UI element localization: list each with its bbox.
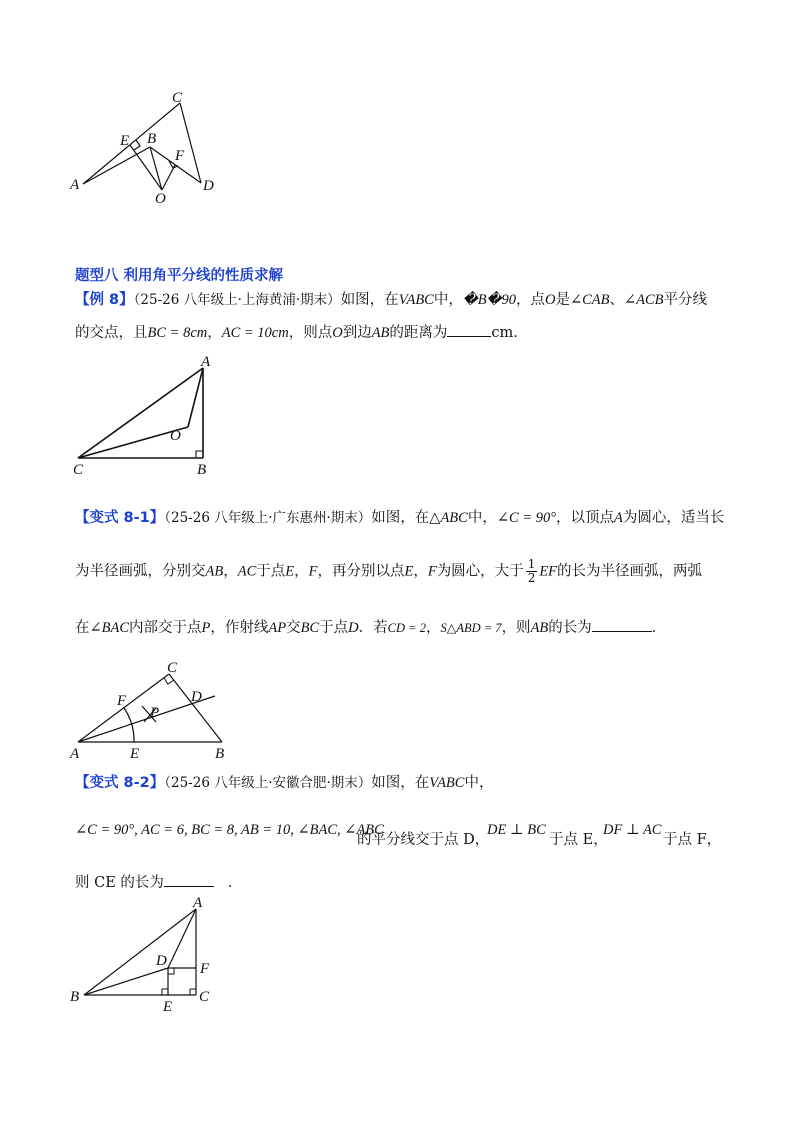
- ex8-text: ，则点: [288, 325, 333, 341]
- v81-point-d: D: [348, 620, 359, 636]
- v82-text: ．: [227, 875, 243, 891]
- v82-text: 于点 F，: [663, 832, 722, 848]
- v81-text: 在: [75, 620, 90, 636]
- v81-ab: AB: [205, 563, 224, 580]
- v82-de: DE ⊥ BC: [487, 822, 546, 838]
- label-c: C: [172, 90, 183, 106]
- v82-line-3: [75, 872, 242, 893]
- v81-angle-c: ∠C = 90°: [496, 510, 556, 526]
- v81-point-f: F: [427, 563, 437, 580]
- v81-text: ．: [651, 620, 667, 636]
- ex8-angle-cab: ∠CAB: [569, 292, 610, 308]
- ex8-text: ，: [207, 325, 222, 341]
- v82-text: 中，: [464, 775, 494, 791]
- v81-point-e: E: [404, 563, 414, 580]
- label-a: A: [193, 895, 203, 911]
- v81-text: 如图，在: [371, 510, 430, 526]
- v81-tag: 【变式 8-1】: [75, 510, 165, 526]
- v81-text: 为半径画弧，分别交: [75, 563, 206, 580]
- v81-ab: AB: [530, 620, 549, 636]
- v81-text: ，作射线: [210, 620, 269, 636]
- segment-ad: [168, 909, 196, 968]
- label-e: E: [130, 746, 140, 762]
- segment-ba: [84, 909, 196, 995]
- v81-text: ，以顶点: [556, 510, 614, 526]
- v81-text: 中，: [467, 510, 497, 526]
- figure-v81-construction: [68, 660, 238, 765]
- v82-line-1: [75, 773, 493, 793]
- v81-answer-blank[interactable]: [592, 617, 652, 632]
- v81-ap: AP: [268, 620, 287, 636]
- label-p: P: [150, 705, 160, 721]
- right-angle-d: [168, 968, 174, 974]
- ex8-unit: cm: [491, 325, 514, 341]
- ex8-text: 、: [609, 292, 624, 308]
- v81-text: 于点: [256, 563, 286, 580]
- v82-tag: 【变式 8-2】: [75, 775, 165, 791]
- v82-triangle: VABC: [429, 775, 465, 791]
- ex8-triangle: VABC: [398, 292, 434, 308]
- label-f: F: [117, 693, 127, 709]
- v81-text: ．若: [358, 620, 388, 636]
- ex8-angle-acb: ∠ACB: [623, 292, 664, 308]
- ex8-line-2: [75, 322, 528, 343]
- v81-area: S△ABD = 7: [440, 621, 502, 635]
- ex8-point-o: O: [544, 292, 556, 308]
- v82-line-2: [75, 820, 722, 848]
- ex8-ac: AC = 10cm: [221, 325, 289, 341]
- label-f: F: [200, 961, 210, 977]
- ex8-point-o: O: [332, 325, 343, 341]
- ex8-text: 的距离为: [389, 325, 448, 341]
- v81-point-e: E: [285, 563, 295, 580]
- v81-frac-num: 1: [527, 557, 536, 571]
- label-e: E: [120, 133, 130, 149]
- ex8-text: 的交点，且: [75, 325, 148, 341]
- label-b: B: [215, 746, 225, 762]
- ex8-source: （25-26 八年级上·上海黄浦·期末）: [133, 292, 341, 308]
- ex8-tag: 【例 8】: [75, 292, 134, 308]
- label-c: C: [73, 462, 84, 478]
- label-d: D: [156, 953, 167, 969]
- v81-text: 的长为: [548, 620, 592, 636]
- ex8-text: 到边: [342, 325, 372, 341]
- v81-line-1: [75, 508, 724, 528]
- v81-text: 交: [286, 620, 301, 636]
- label-a: A: [70, 746, 80, 762]
- v81-text: 为圆心，大于: [436, 563, 524, 580]
- v81-fraction: [526, 558, 538, 585]
- v81-point-f: F: [308, 563, 318, 580]
- v81-text: 为圆心，适当长: [622, 510, 725, 526]
- v81-cd: CD = 2: [387, 621, 426, 635]
- ex8-bc: BC = 8cm: [147, 325, 208, 341]
- label-a: A: [201, 354, 211, 370]
- v81-point-a: A: [614, 510, 623, 526]
- label-a: A: [70, 177, 80, 193]
- v81-point-p: P: [201, 620, 211, 636]
- v82-answer-blank[interactable]: [164, 872, 214, 887]
- right-angle-c: [190, 989, 196, 995]
- v81-text: 内部交于点: [129, 620, 202, 636]
- segment-bd: [84, 968, 168, 995]
- v82-source: （25-26 八年级上·安徽合肥·期末）: [164, 775, 372, 791]
- right-angle-b: [196, 451, 203, 458]
- v81-ef: EF: [539, 563, 558, 580]
- ex8-text: 是: [555, 292, 570, 308]
- v81-triangle: △ABC: [429, 510, 468, 526]
- label-c: C: [199, 989, 210, 1005]
- v81-text: ，: [413, 563, 428, 580]
- v81-frac-den: 2: [527, 571, 536, 585]
- v81-text: ，则: [501, 620, 531, 636]
- figure-ex8-triangle: [70, 350, 220, 480]
- v81-text: 于点: [319, 620, 349, 636]
- label-b: B: [70, 989, 80, 1005]
- label-f: F: [175, 148, 185, 164]
- label-c: C: [167, 660, 178, 676]
- ex8-line-1: [75, 290, 707, 310]
- v81-source: （25-26 八年级上·广东惠州·期末）: [164, 510, 372, 526]
- segment-ab: [83, 147, 150, 184]
- ex8-text: ，点: [515, 292, 545, 308]
- v81-text: ，: [223, 563, 238, 580]
- ex8-text: 如图，在: [340, 292, 399, 308]
- ex8-ab: AB: [371, 325, 390, 341]
- segment-ca: [78, 368, 203, 458]
- v81-line-3: [75, 617, 666, 638]
- figure-quadrilateral: [60, 90, 230, 210]
- v81-line-2: [75, 558, 702, 585]
- ex8-answer-blank[interactable]: [447, 322, 491, 337]
- segment-ac: [83, 103, 180, 184]
- label-e: E: [163, 999, 173, 1015]
- v82-df: DF ⊥ AC: [603, 822, 662, 838]
- v81-text: ，再分别以点: [317, 563, 405, 580]
- label-b: B: [197, 462, 207, 478]
- v81-bc: BC: [300, 620, 320, 636]
- ex8-text: 平分线: [663, 292, 708, 308]
- right-angle-e: [162, 989, 168, 995]
- section-heading: 题型八 利用角平分线的性质求解: [75, 268, 284, 284]
- label-o: O: [155, 191, 166, 207]
- v82-text: 的平分线交于点 D，: [357, 832, 490, 848]
- v81-text: 的长为半径画弧，两弧: [557, 563, 703, 580]
- ex8-text: 中，: [433, 292, 463, 308]
- segment-of: [162, 165, 175, 190]
- v82-text: 于点 E，: [549, 832, 608, 848]
- v81-text: ，: [294, 563, 309, 580]
- ex8-text: ．: [513, 325, 528, 341]
- label-d: D: [191, 689, 202, 705]
- v81-ac: AC: [237, 563, 257, 580]
- v81-angle-bac: ∠BAC: [89, 620, 130, 636]
- v81-text: ，: [425, 620, 441, 636]
- label-o: O: [170, 428, 181, 444]
- ex8-angle-b: �B�90: [462, 292, 516, 308]
- v82-text: 则 CE 的长为: [75, 875, 164, 891]
- v82-text: 如图，在: [371, 775, 430, 791]
- label-b: B: [147, 131, 157, 147]
- label-d: D: [203, 178, 214, 194]
- figure-v82-triangle: [68, 895, 228, 1015]
- segment-cb: [169, 674, 222, 742]
- segment-ob: [150, 147, 162, 190]
- right-angle-e: [134, 140, 140, 150]
- v82-conditions: ∠C = 90°, AC = 6, BC = 8, AB = 10, ∠BAC, ∠ABC: [75, 822, 384, 838]
